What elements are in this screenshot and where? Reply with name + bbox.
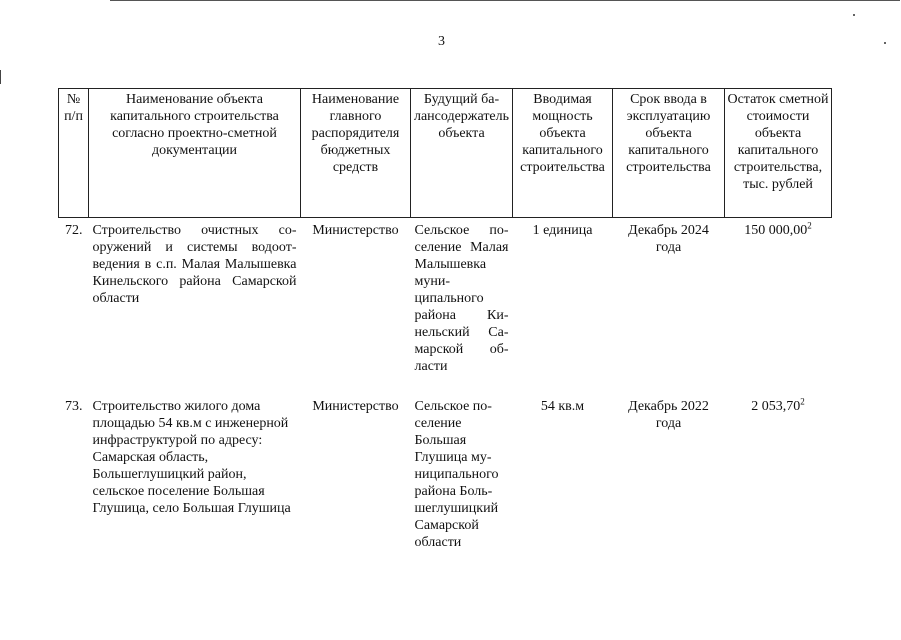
future-holder: Сельское поселение Малая Малышевка муниципального района Кинельский Самарской области <box>414 223 509 374</box>
table-row <box>59 218 832 383</box>
remaining-cost-cell <box>725 394 832 551</box>
table-header-row <box>59 89 832 218</box>
remaining-cost: 2 053,70 <box>751 399 801 414</box>
header-budget-manager: Наименование главного распорядителя бюджетных средств <box>301 89 411 218</box>
row-number: 73. <box>65 399 83 414</box>
footnote-marker: 2 <box>807 220 812 231</box>
header-future-holder: Будущий балансодержатель объекта <box>411 89 513 218</box>
object-name: Строительство жилого дома площадью 54 кв.м с инженерной инфраструктурой по адресу: Самарская область, Большеглушицкий район, сельское поселение Большая Глушица, село Большая Глушица <box>92 399 291 516</box>
footnote-marker: 2 <box>800 396 805 407</box>
commissioning-term: Декабрь 2024 года <box>628 223 709 255</box>
header-remaining-cost: Остаток сметной стоимости объекта капитального строительства, тыс. рублей <box>725 89 832 218</box>
budget-manager: Министерство <box>312 223 399 238</box>
header-capacity: Вводимая мощность объекта капитального строительства <box>513 89 613 218</box>
page-number: 3 <box>438 34 445 49</box>
scan-speck <box>853 14 855 16</box>
remaining-cost: 150 000,00 <box>744 223 808 238</box>
future-holder: Сельское поселение Большая Глушица муниципального района Большеглушицкий Самарской области <box>414 399 499 550</box>
remaining-cost-cell <box>725 218 832 383</box>
row-spacer <box>59 382 832 394</box>
capacity: 54 кв.м <box>540 399 585 414</box>
header-commissioning-term: Срок ввода в эксплуатацию объекта капитального строительства <box>613 89 725 218</box>
budget-manager: Министерство <box>312 399 399 414</box>
scan-edge-mark <box>0 70 1 84</box>
commissioning-term: Декабрь 2022 года <box>628 399 709 431</box>
object-name: Строительство очистных сооружений и системы водоотведения в с.п. Малая Малышевка Кинельского района Самарской области <box>92 223 297 306</box>
row-number: 72. <box>65 223 83 238</box>
top-edge-line <box>110 0 900 1</box>
header-object-name: Наименование объекта капитального строительства согласно проектно-сметной документации <box>89 89 301 218</box>
header-number: № п/п <box>59 89 89 218</box>
construction-objects-table <box>58 88 832 551</box>
scan-speck <box>884 42 886 44</box>
capacity: 1 единица <box>532 223 593 238</box>
table-row <box>59 394 832 551</box>
